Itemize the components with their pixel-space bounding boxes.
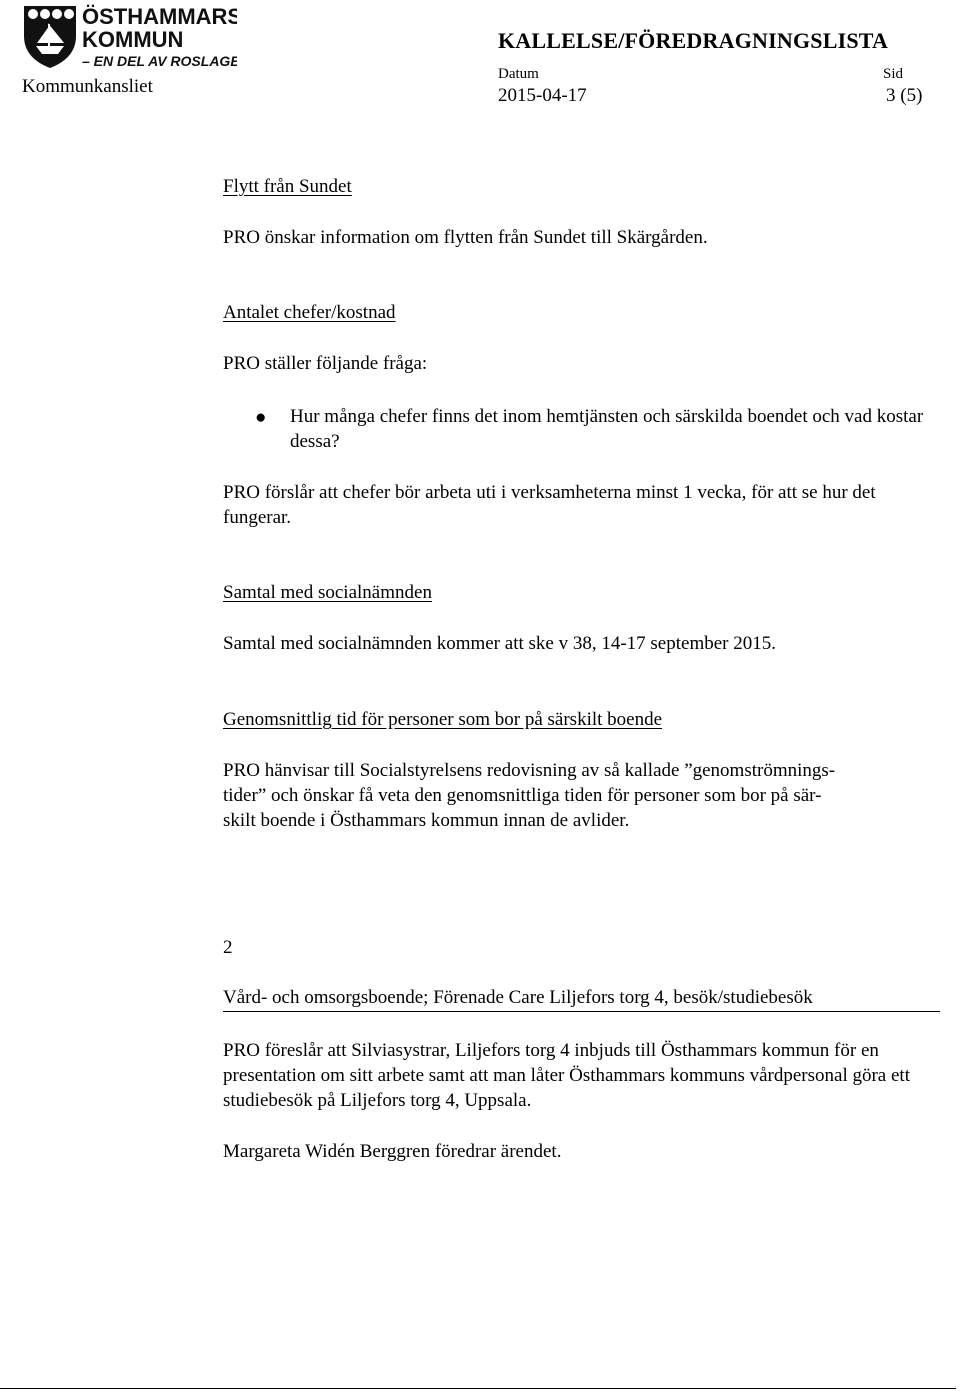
date-value: 2015-04-17 — [498, 85, 587, 106]
logo-name: ÖSTHAMMARS — [82, 4, 237, 29]
item-title-rule — [223, 1011, 940, 1012]
document-title: KALLELSE/FÖREDRAGNINGSLISTA — [498, 28, 889, 53]
logo-tagline: – EN DEL AV ROSLAGEN — [82, 53, 237, 69]
page-bottom-rule — [0, 1388, 956, 1389]
page-label: Sid — [883, 66, 904, 82]
paragraph-flytt: PRO önskar information om flytten från Sundet till Skärgården. — [223, 227, 708, 248]
paragraph-chefer-proposal: PRO förslår att chefer bör arbeta uti i verksamheterna minst 1 vecka, för att se hur det fungerar. — [223, 482, 876, 528]
page-value: 3 (5) — [886, 85, 923, 106]
paragraph-presenter: Margareta Widén Berggren föredrar ärendet. — [223, 1141, 562, 1162]
paragraph-genomsnittlig-line3: skilt boende i Östhammars kommun innan de avlider. — [223, 810, 630, 831]
paragraph-genomsnittlig-line2: tider” och önskar få veta den genomsnittliga tiden för personer som bor på sär- — [223, 785, 822, 806]
paragraph-samtal: Samtal med socialnämnden kommer att ske v 38, 14-17 september 2015. — [223, 633, 776, 654]
department: Kommunkansliet — [22, 76, 153, 97]
bullet-icon: ● — [255, 407, 267, 428]
heading-flytt: Flytt från Sundet — [223, 176, 352, 197]
paragraph-genomsnittlig-line1: PRO hänvisar till Socialstyrelsens redovisning av så kallade ”genomströmnings- — [223, 760, 836, 781]
paragraph-item: PRO föreslår att Silviasystrar, Liljefors torg 4 inbjuds till Östhammars kommun för en presentation om sitt arbete samt att man låter Östhammars kommuns vårdpersonal göra ett studiebesök på Liljefors torg 4, Uppsala. — [223, 1040, 910, 1111]
date-label: Datum — [498, 66, 539, 82]
item-number: 2 — [223, 937, 233, 958]
item-title: Vård- och omsorgsboende; Förenade Care Liljefors torg 4, besök/studiebesök — [223, 987, 813, 1008]
logo-name-2: KOMMUN — [82, 27, 184, 52]
list-item: Hur många chefer finns det inom hemtjänsten och särskilda boendet och vad kostar dessa? — [290, 406, 924, 452]
coat-of-arms-icon — [24, 6, 76, 68]
heading-chefer: Antalet chefer/kostnad — [223, 302, 396, 323]
heading-genomsnittlig: Genomsnittlig tid för personer som bor på särskilt boende — [223, 709, 663, 730]
municipality-logo — [22, 2, 237, 70]
paragraph-chefer-intro: PRO ställer följande fråga: — [223, 353, 428, 374]
heading-samtal: Samtal med socialnämnden — [223, 582, 432, 603]
